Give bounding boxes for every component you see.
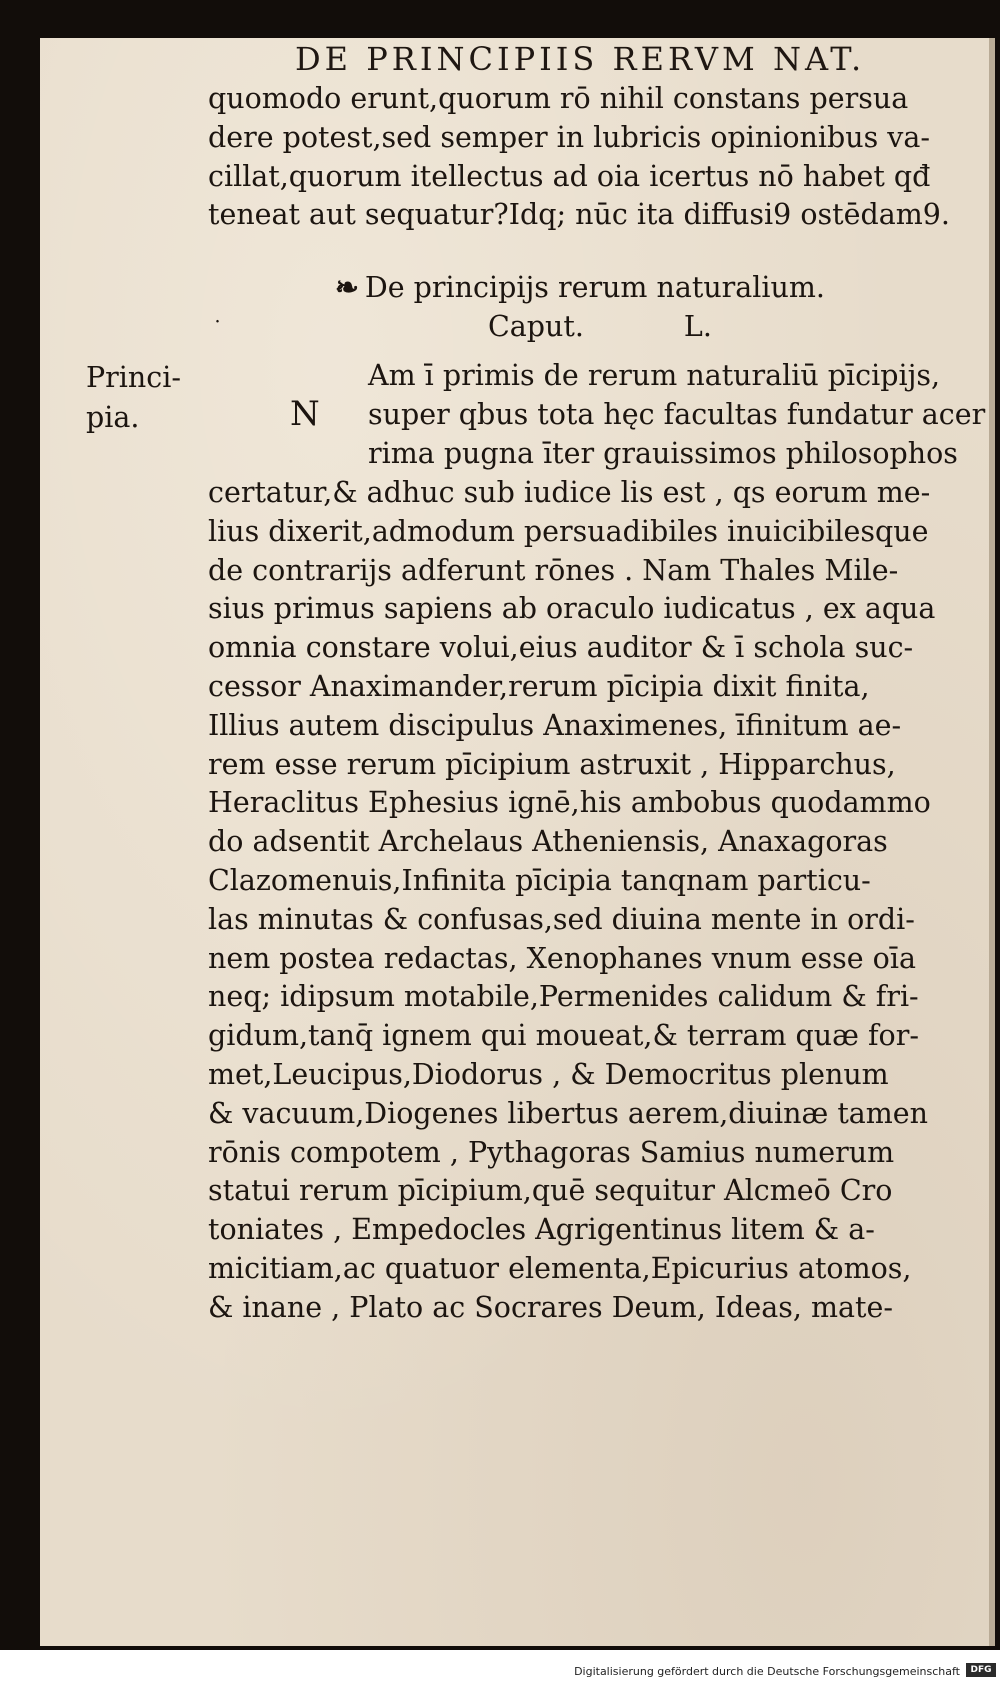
chapter-title: De principijs rerum naturalium. xyxy=(364,271,825,304)
text-line: dere potest,sed semper in lubricis opinionibus va- xyxy=(208,120,930,154)
text-line: nem postea redactas, Xenophanes vnum esse oīa xyxy=(208,941,916,975)
caput-label: Caput. xyxy=(488,310,584,343)
text-line: Illius autem discipulus Anaximenes, īfinitum ae- xyxy=(208,708,902,742)
text-line: certatur,& adhuc sub iudice lis est , qs eorum me- xyxy=(208,476,931,509)
text-line: de contrarijs adferunt rōnes . Nam Thales Mile- xyxy=(208,553,899,587)
text-line: quomodo erunt,quorum rō nihil constans persua xyxy=(208,82,909,115)
chapter-number: L. xyxy=(683,310,712,343)
text-line: Am ī primis de rerum naturaliū pīcipijs, xyxy=(368,359,941,392)
chapter-label xyxy=(488,310,712,343)
intro-paragraph xyxy=(208,80,948,235)
text-line: met,Leucipus,Diodorus , & Democritus plenum xyxy=(208,1057,889,1091)
marginal-note-line: pia. xyxy=(86,401,140,434)
text-line: super qbus tota hęc facultas fundatur acer xyxy=(368,397,986,431)
marginal-note-line: Princi- xyxy=(86,361,181,394)
text-line: cessor Anaximander,rerum pīcipia dixit finita, xyxy=(208,669,870,703)
marginal-mark: ˙ xyxy=(212,318,223,343)
text-line: Heraclitus Ephesius ignē,his ambobus quodammo xyxy=(208,786,931,820)
text-line: teneat aut sequatur?Idq; nūc ita diffusi9 ostēdam9. xyxy=(208,198,950,232)
text-line: & vacuum,Diogenes libertus aerem,diuinæ tamen xyxy=(208,1096,929,1130)
body-paragraph xyxy=(208,474,948,1328)
text-line: omnia constare volui,eius auditor & ī schola suc- xyxy=(208,631,914,665)
text-line: Clazomenuis,Infinita pīcipia tanqnam particu- xyxy=(208,863,871,897)
initial-letter: N xyxy=(290,394,320,434)
opening-lines xyxy=(368,357,986,473)
dfg-logo-icon: DFG xyxy=(966,1663,996,1677)
text-line: lius dixerit,admodum persuadibiles inuicibilesque xyxy=(208,514,929,548)
marginal-note xyxy=(86,358,181,438)
text-line: cillat,quorum itellectus ad oia icertus nō habet qđ xyxy=(208,159,931,193)
text-line: gidum,tanq̄ ignem qui moueat,& terram quæ for- xyxy=(208,1019,919,1053)
running-head: DE PRINCIPIIS RERVM NAT. xyxy=(295,40,866,78)
text-line: micitiam,ac quatuor elementa,Epicurius atomos, xyxy=(208,1251,912,1285)
text-line: sius primus sapiens ab oraculo iudicatus , ex aqua xyxy=(208,592,936,626)
text-line: do adsentit Archelaus Atheniensis, Anaxagoras xyxy=(208,825,888,859)
text-line: neq; idipsum motabile,Permenides calidum & fri- xyxy=(208,980,919,1014)
text-line: statui rerum pīcipium,quē sequitur Alcmeō Cro xyxy=(208,1174,893,1208)
text-line: & inane , Plato ac Socrares Deum, Ideas, mate- xyxy=(208,1290,893,1324)
text-line: toniates , Empedocles Agrigentinus litem & a- xyxy=(208,1213,875,1247)
text-line: rem esse rerum pīcipium astruxit , Hipparchus, xyxy=(208,747,896,781)
text-line: las minutas & confusas,sed diuina mente in ordi- xyxy=(208,902,915,936)
page-edge xyxy=(989,38,995,1646)
pilcrow-icon: ❧ xyxy=(335,270,359,304)
footer-credit: Digitalisierung gefördert durch die Deutsche Forschungsgemeinschaft xyxy=(574,1665,960,1678)
text-line: rima pugna īter grauissimos philosophos xyxy=(368,436,958,470)
chapter-heading xyxy=(335,270,825,304)
text-line: rōnis compotem , Pythagoras Samius numerum xyxy=(208,1135,895,1169)
